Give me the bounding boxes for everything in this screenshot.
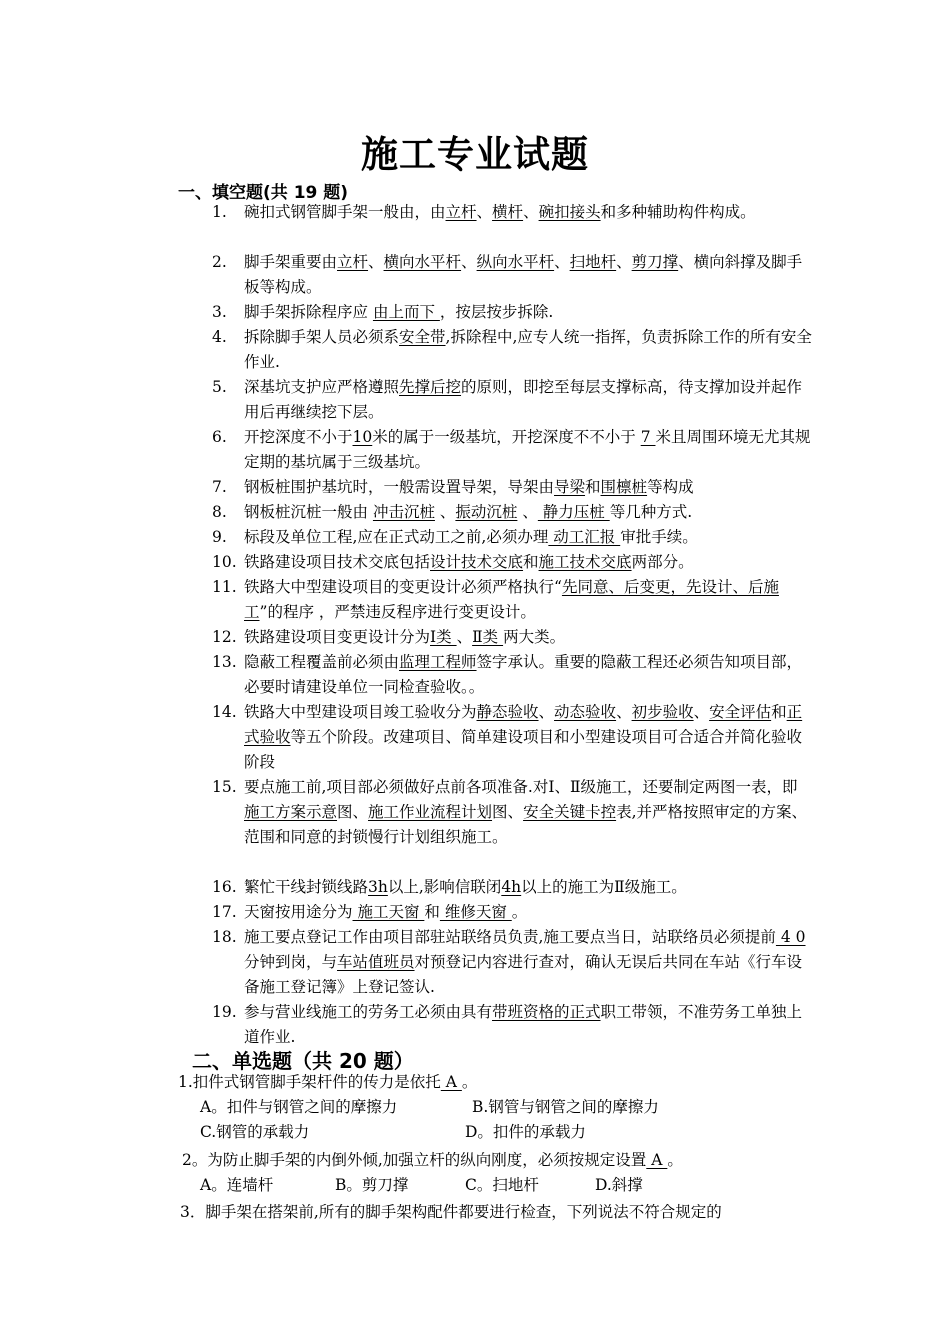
fill-in-item [212, 575, 812, 625]
answer-blank: 4 0 [775, 928, 806, 946]
question-text: 、 [461, 253, 477, 271]
fill-in-item [212, 475, 812, 500]
answer-blank: 带班资格的正式 [492, 1003, 601, 1021]
answer-blank: 横杆 [492, 203, 524, 221]
question-text: 参与营业线施工的劳务工必须由具有 [244, 1003, 493, 1021]
item-number: 4. [212, 328, 227, 346]
question-text: 对预登记内容进行查对，确认无误后共同在车站《行车设备施工登记簿》上登记签认. [244, 953, 803, 996]
answer-blank: 静力压桩 [537, 503, 610, 521]
fill-in-item [212, 375, 812, 425]
answer-blank: 设计技术交底 [430, 553, 524, 571]
question-text: 。 [461, 1073, 478, 1091]
answer-blank: 由上而下 [372, 303, 440, 321]
question-text: 铁路大中型建设项目的变更设计必须严格执行“ [244, 578, 562, 596]
answer-blank: 动工汇报 [548, 528, 621, 546]
answer-blank: 施工技术交底 [538, 553, 632, 571]
item-number: 10. [212, 553, 237, 571]
question-text: 、 [517, 503, 538, 521]
item-text [244, 325, 812, 375]
fill-in-item [212, 625, 812, 650]
fill-in-item [212, 925, 812, 1000]
answer-blank: 4h [501, 878, 522, 896]
question-text: ,拆除程中,应专人统一指挥，负责拆除工作的所有安全作业. [244, 328, 812, 371]
question-text: 、 [456, 628, 473, 646]
item-text [244, 425, 812, 475]
item-text [244, 1000, 812, 1050]
answer-blank: 纵向水平杆 [476, 253, 555, 271]
item-number: 14. [212, 703, 237, 721]
section-heading-fill-in: 一、填空题(共 19 题) [178, 183, 349, 203]
item-number: 18. [212, 928, 237, 946]
fill-in-item [212, 300, 812, 325]
item-text [244, 575, 812, 625]
answer-blank: 7 [640, 428, 656, 446]
answer-blank: 施工天窗 [352, 903, 425, 921]
question-text: 开挖深度不小于 [244, 428, 353, 446]
question-text: 隐蔽工程覆盖前必须由 [244, 653, 400, 671]
question-text: 、 [523, 203, 539, 221]
item-number: 2. [212, 253, 227, 271]
answer-blank: Ⅰ类 [430, 628, 457, 646]
item-text [244, 375, 812, 425]
item-text [244, 300, 812, 325]
fill-in-item [212, 900, 812, 925]
item-number: 9. [212, 528, 227, 546]
answer-blank: 横向水平杆 [383, 253, 462, 271]
question-text: 。 [511, 903, 528, 921]
question-text: 碗扣式钢管脚手架一般由，由 [244, 203, 446, 221]
answer-blank: 3h [368, 878, 388, 896]
answer-option: C。扫地杆 [465, 1176, 539, 1194]
question-text: 米且周围环境无尤其规定期的基坑属于三级基坑。 [244, 428, 811, 471]
item-text [244, 475, 812, 500]
item-number: 1. [212, 203, 227, 221]
question-text: 、横向斜撑及脚手板等构成。 [244, 253, 803, 296]
fill-in-item [212, 325, 812, 375]
answer-blank: 维修天窗 [439, 903, 512, 921]
answer-blank: 导梁 [554, 478, 586, 496]
question-text: 、 [693, 703, 710, 721]
item-number: 17. [212, 903, 237, 921]
question-text: 铁路建设项目变更设计分为 [244, 628, 431, 646]
answer-blank: 施工方案示意 [244, 803, 338, 821]
answer-blank: 监理工程师 [399, 653, 477, 671]
question-stem [180, 1200, 722, 1225]
question-text: 职工带领，不准劳务工单独上道作业. [244, 1003, 803, 1046]
item-number: 8. [212, 503, 227, 521]
item-text [244, 650, 812, 700]
answer-blank: 冲击沉桩 [372, 503, 435, 521]
item-number: 19. [212, 1003, 237, 1021]
question-text: 拆除脚手架人员必须系 [244, 328, 400, 346]
item-text [244, 900, 812, 925]
question-text: 和 [771, 703, 787, 721]
question-text: 以上的施工为Ⅱ级施工。 [521, 878, 687, 896]
item-number: 12. [212, 628, 237, 646]
answer-blank: A [646, 1151, 668, 1169]
answer-blank: 动态验收 [554, 703, 617, 721]
question-text: 等几种方式. [609, 503, 693, 521]
question-text: 和 [424, 903, 440, 921]
answer-blank: 剪刀撑 [631, 253, 679, 271]
question-text: 等五个阶段。改建项目、简单建设项目和小型建设项目可合适合并简化验收阶段 [244, 728, 803, 771]
item-number: 11. [212, 578, 237, 596]
answer-blank: A [440, 1073, 462, 1091]
item-number: 16. [212, 878, 237, 896]
fill-in-item [212, 550, 812, 575]
answer-blank: 先撑后挖 [399, 378, 462, 396]
question-text: 米的属于一级基坑，开挖深度不不小于 [372, 428, 641, 446]
answer-option: A。扣件与钢管之间的摩擦力 [200, 1098, 398, 1116]
question-text: 、 [476, 203, 493, 221]
item-text [244, 875, 812, 900]
question-text: 的原则，即挖至每层支撑标高，待支撑加设并起作用后再继续挖下层。 [244, 378, 803, 421]
question-text: 脚手架重要由 [244, 253, 338, 271]
question-text: 图、 [337, 803, 369, 821]
answer-blank: 立杆 [445, 203, 477, 221]
fill-in-item [212, 1000, 812, 1050]
answer-blank: Ⅱ类 [472, 628, 504, 646]
question-text: 天窗按用途分为 [244, 903, 353, 921]
item-text [244, 925, 812, 1000]
item-number: 5. [212, 378, 227, 396]
question-text: 铁路大中型建设项目竣工验收分为 [244, 703, 477, 721]
question-text: 2。为防止脚手架的内倒外倾,加强立杆的纵向刚度，必须按规定设置 [182, 1151, 647, 1169]
question-text: ”的程序 ，严禁违反程序进行变更设计。 [259, 603, 536, 621]
question-text: 铁路建设项目技术交底包括 [244, 553, 431, 571]
question-text: 两大类。 [503, 628, 566, 646]
question-text: 要点施工前,项目部必须做好点前各项准备.对Ⅰ、Ⅱ级施工，还要制定两图一表，即 [244, 778, 798, 796]
answer-option: B。剪刀撑 [335, 1176, 409, 1194]
answer-blank: 10 [352, 428, 373, 446]
fill-in-item [212, 525, 812, 550]
item-text [244, 250, 812, 300]
answer-blank: 施工作业流程计划 [368, 803, 493, 821]
answer-blank: 安全关键卡控 [523, 803, 617, 821]
question-text: 表,并严格按照审定的方案、范围和同意的封锁慢行计划组织施工。 [244, 803, 808, 846]
question-text: 繁忙干线封锁线路 [244, 878, 369, 896]
question-text: 等构成 [647, 478, 694, 496]
item-number: 7. [212, 478, 227, 496]
item-text [244, 500, 812, 525]
fill-in-item [212, 500, 812, 525]
question-text: 图、 [492, 803, 524, 821]
item-number: 6. [212, 428, 227, 446]
question-text: 以上,影响信联闭 [387, 878, 502, 896]
question-text: 。 [667, 1151, 683, 1169]
question-text: 审批手续。 [620, 528, 698, 546]
answer-blank: 碗扣接头 [538, 203, 601, 221]
answer-blank: 扫地杆 [569, 253, 617, 271]
item-text [244, 625, 812, 650]
question-text: 和多种辅助构件构成。 [600, 203, 756, 221]
answer-blank: 静态验收 [476, 703, 539, 721]
answer-blank: 振动沉桩 [455, 503, 518, 521]
question-text: 3．脚手架在搭架前,所有的脚手架构配件都要进行检查，下列说法不符合规定的 [180, 1203, 722, 1221]
question-text: 、 [616, 703, 632, 721]
answer-blank: 立杆 [337, 253, 369, 271]
fill-in-item [212, 700, 812, 775]
question-text: 脚手架拆除程序应 [244, 303, 373, 321]
question-text: 、 [434, 503, 456, 521]
fill-in-item [212, 775, 812, 850]
item-number: 3. [212, 303, 227, 321]
question-text: 1.扣件式钢管脚手架杆件的传力是依托 [178, 1073, 441, 1091]
answer-option: D.斜撑 [595, 1176, 643, 1194]
item-number: 13. [212, 653, 237, 671]
answer-option: A。连墙杆 [200, 1176, 274, 1194]
fill-in-item [212, 250, 812, 300]
item-text [244, 200, 812, 225]
item-text [244, 775, 812, 850]
question-text: 两部分。 [631, 553, 694, 571]
answer-blank: 安全评估 [709, 703, 772, 721]
item-number: 15. [212, 778, 237, 796]
question-text: 、 [616, 253, 632, 271]
item-text [244, 550, 812, 575]
question-text: 和 [585, 478, 601, 496]
section-heading-single-choice: 二、单选题（共 20 题） [192, 1049, 414, 1073]
fill-in-item [212, 650, 812, 700]
answer-option: D。扣件的承载力 [465, 1123, 586, 1141]
answer-blank: 初步验收 [631, 703, 694, 721]
item-text [244, 700, 812, 775]
answer-blank: 安全带 [399, 328, 446, 346]
answer-blank: 围檩桩 [600, 478, 648, 496]
answer-blank: 正式验收 [244, 703, 803, 746]
question-text: 、 [538, 703, 555, 721]
fill-in-item [212, 875, 812, 900]
fill-in-item [212, 425, 812, 475]
fill-in-item [212, 200, 812, 225]
question-text: 和 [523, 553, 539, 571]
question-text: 深基坑支护应严格遵照 [244, 378, 400, 396]
question-stem [182, 1148, 683, 1173]
question-text: 钢板桩沉桩一般由 [244, 503, 373, 521]
page-title: 施工专业试题 [361, 133, 589, 176]
question-text: 施工要点登记工作由项目部驻站联络员负责,施工要点当日，站联络员必须提前 [244, 928, 776, 946]
question-text: 签字承认。重要的隐蔽工程还必须告知项目部，必要时请建设单位一同检查验收。。 [244, 653, 803, 696]
question-text: 、 [368, 253, 384, 271]
question-text: 分钟到岗，与 [244, 953, 338, 971]
answer-option: B.钢管与钢管之间的摩擦力 [472, 1098, 659, 1116]
question-text: 标段及单位工程,应在正式动工之前,必须办理 [244, 528, 549, 546]
question-text: ，按层按步拆除. [439, 303, 554, 321]
question-text: 钢板桩围护基坑时，一般需设置导架，导架由 [244, 478, 555, 496]
question-stem [178, 1070, 477, 1095]
question-text: 、 [554, 253, 570, 271]
answer-blank: 先同意、后变更，先设计、后施工 [244, 578, 779, 621]
answer-blank: 车站值班员 [337, 953, 415, 971]
answer-option: C.钢管的承载力 [200, 1123, 310, 1141]
item-text [244, 525, 812, 550]
